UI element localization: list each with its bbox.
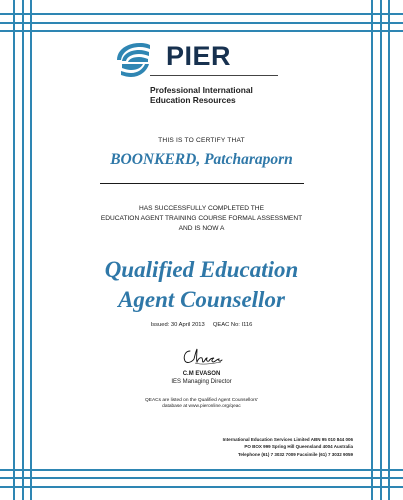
frame-line-h-bot-3 xyxy=(0,486,403,488)
certify-statement: THIS IS TO CERTIFY THAT xyxy=(158,137,245,144)
qualification-title xyxy=(0,255,403,315)
completion-line2: EDUCATION AGENT TRAINING COURSE FORMAL ASSESSMENT xyxy=(100,215,303,223)
recipient-name: BOONKERD, Patcharaporn xyxy=(110,151,293,168)
completion-line1: HAS SUCCESSFULLY COMPLETED THE xyxy=(139,205,264,212)
signatory-block xyxy=(0,371,403,386)
name-underline xyxy=(100,183,304,184)
company-line2: PO BOX 999 Spring Hill Queensland 4004 Australia xyxy=(244,444,353,450)
qeac-database-note xyxy=(0,398,403,410)
frame-line-v-right-3 xyxy=(388,0,390,500)
frame-line-h-top-1 xyxy=(0,13,403,15)
frame-line-v-right-2 xyxy=(380,0,382,500)
qualification-title-line1: Qualified Education xyxy=(104,257,299,282)
frame-line-v-right-1 xyxy=(371,0,373,500)
company-details xyxy=(223,436,353,458)
qeac-note-line2: database at www.pieronline.org/qeac xyxy=(162,404,241,410)
signatory-position: IES Managing Director xyxy=(171,378,232,385)
signature-image xyxy=(181,345,225,367)
issue-details xyxy=(0,322,403,328)
frame-line-h-top-3 xyxy=(0,30,403,32)
frame-line-v-left-1 xyxy=(13,0,15,500)
issue-date: Issued: 30 April 2013 xyxy=(150,322,205,328)
logo-tagline-line1: Professional International xyxy=(150,85,253,95)
qeac-note-line1: QEACs are listed on the Qualified Agent Counsellors' xyxy=(145,398,258,403)
completion-statement xyxy=(0,204,403,235)
company-line3: Telephone (61) 7 3032 7009 Facsimile (61) 7 3032 9059 xyxy=(238,451,353,457)
frame-line-h-top-2 xyxy=(0,22,403,24)
frame-line-h-bot-2 xyxy=(0,477,403,479)
logo-tagline-line2: Education Resources xyxy=(150,95,236,105)
company-line1: International Education Services Limited ABN 95 010 844 006 xyxy=(222,437,353,442)
logo-wordmark: PIER xyxy=(166,41,232,71)
completion-line3: AND IS NOW A xyxy=(178,225,225,233)
frame-line-v-left-3 xyxy=(30,0,32,500)
signatory-name: C.M EVASON xyxy=(182,371,221,377)
logo-tagline xyxy=(150,85,253,105)
logo-divider xyxy=(150,75,278,76)
qualification-title-line2: Agent Counsellor xyxy=(118,287,285,312)
qeac-number: QEAC No: I116 xyxy=(212,322,253,328)
frame-line-h-bot-1 xyxy=(0,469,403,471)
frame-line-v-left-2 xyxy=(22,0,24,500)
